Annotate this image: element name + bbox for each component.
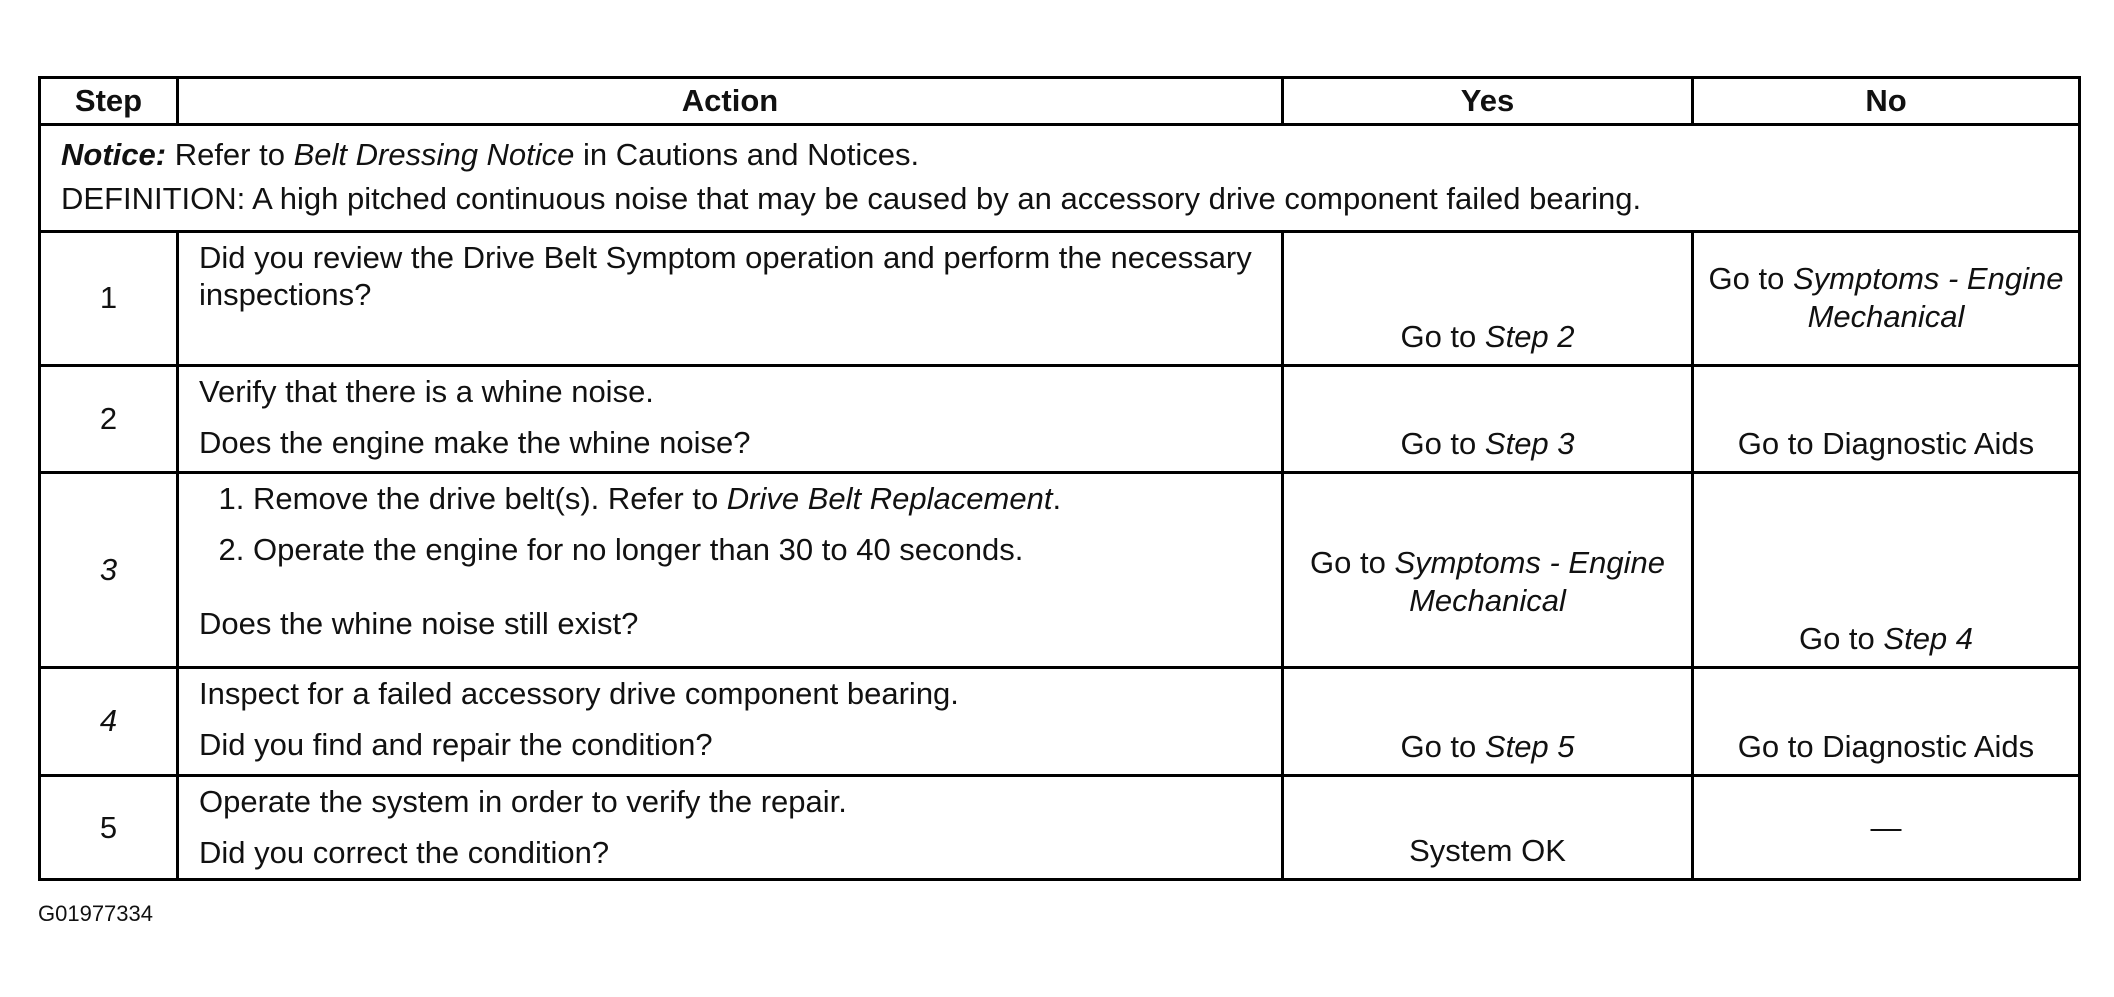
yes-ref: Symptoms - Engine Mechanical (1394, 545, 1665, 618)
action-text: Did you review the Drive Belt Symptom operation and perform the necessary inspections? (199, 239, 1252, 313)
header-yes: Yes (1283, 78, 1693, 125)
header-action: Action (178, 78, 1283, 125)
step-row-5 (40, 775, 2080, 880)
no-ref: Symptoms - Engine Mechanical (1792, 261, 2064, 335)
no-cell (1693, 231, 2080, 365)
action-cell (178, 775, 1283, 880)
no-cell: Go to Diagnostic Aids (1693, 667, 2080, 775)
step-number: 5 (40, 775, 178, 880)
action-question: Did you correct the condition? (199, 835, 610, 871)
diagnostic-table (38, 76, 2081, 881)
yes-cell: System OK (1283, 775, 1693, 880)
yes-cell (1283, 365, 1693, 472)
no-cell: — (1693, 775, 2080, 880)
action-text: Operate the system in order to verify the repair. (199, 783, 847, 819)
no-cell (1693, 472, 2080, 667)
step-number: 3 (40, 472, 178, 667)
no-ref: Step 4 (1883, 620, 1974, 656)
action-list (199, 480, 1267, 570)
notice-text-after: in Cautions and Notices. (574, 137, 920, 172)
step-row-1 (40, 231, 2080, 365)
yes-cell (1283, 472, 1693, 667)
action-question: Does the engine make the whine noise? (199, 425, 751, 461)
action-text: Inspect for a failed accessory drive component bearing. (199, 675, 959, 711)
action-cell (178, 472, 1283, 667)
notice-ref: Belt Dressing Notice (293, 137, 575, 172)
yes-prefix: Go to (1400, 728, 1485, 764)
yes-ref: Step 2 (1484, 318, 1575, 354)
list-item: 2. Operate the engine for no longer than 30 to 40 seconds. (253, 531, 1267, 569)
yes-cell (1283, 231, 1693, 365)
step-number: 1 (40, 231, 178, 365)
list-item-ref: Drive Belt Replacement (726, 480, 1053, 516)
list-item-suffix: . (1052, 480, 1062, 516)
yes-ref: Step 5 (1484, 728, 1575, 764)
step-row-4 (40, 667, 2080, 775)
header-row (40, 78, 2080, 125)
list-item (253, 480, 1267, 518)
action-cell (178, 667, 1283, 775)
action-question: Did you find and repair the condition? (199, 727, 713, 763)
definition-line: DEFINITION: A high pitched continuous noise that may be caused by an accessory drive component failed bearing. (61, 180, 1642, 216)
yes-cell (1283, 667, 1693, 775)
no-prefix: Go to (1708, 261, 1793, 297)
header-step: Step (40, 78, 178, 125)
yes-prefix: Go to (1400, 425, 1485, 461)
notice-cell (40, 125, 2080, 232)
list-item-text: Remove the drive belt(s). Refer to (253, 480, 727, 516)
step-row-2 (40, 365, 2080, 472)
yes-ref: Step 3 (1484, 425, 1575, 461)
no-cell: Go to Diagnostic Aids (1693, 365, 2080, 472)
action-text: Verify that there is a whine noise. (199, 373, 654, 409)
action-question: Does the whine noise still exist? (199, 606, 639, 642)
notice-label: Notice: (61, 137, 167, 172)
notice-text-before: Refer to (166, 137, 294, 172)
figure-id: G01977334 (38, 901, 153, 926)
yes-prefix: Go to (1310, 545, 1395, 580)
notice-row (40, 125, 2080, 232)
step-number: 4 (40, 667, 178, 775)
action-cell (178, 365, 1283, 472)
step-number: 2 (40, 365, 178, 472)
no-prefix: Go to (1798, 620, 1884, 656)
action-cell (178, 231, 1283, 365)
notice-line (61, 136, 2060, 174)
header-no: No (1693, 78, 2080, 125)
yes-prefix: Go to (1400, 318, 1485, 354)
step-row-3 (40, 472, 2080, 667)
